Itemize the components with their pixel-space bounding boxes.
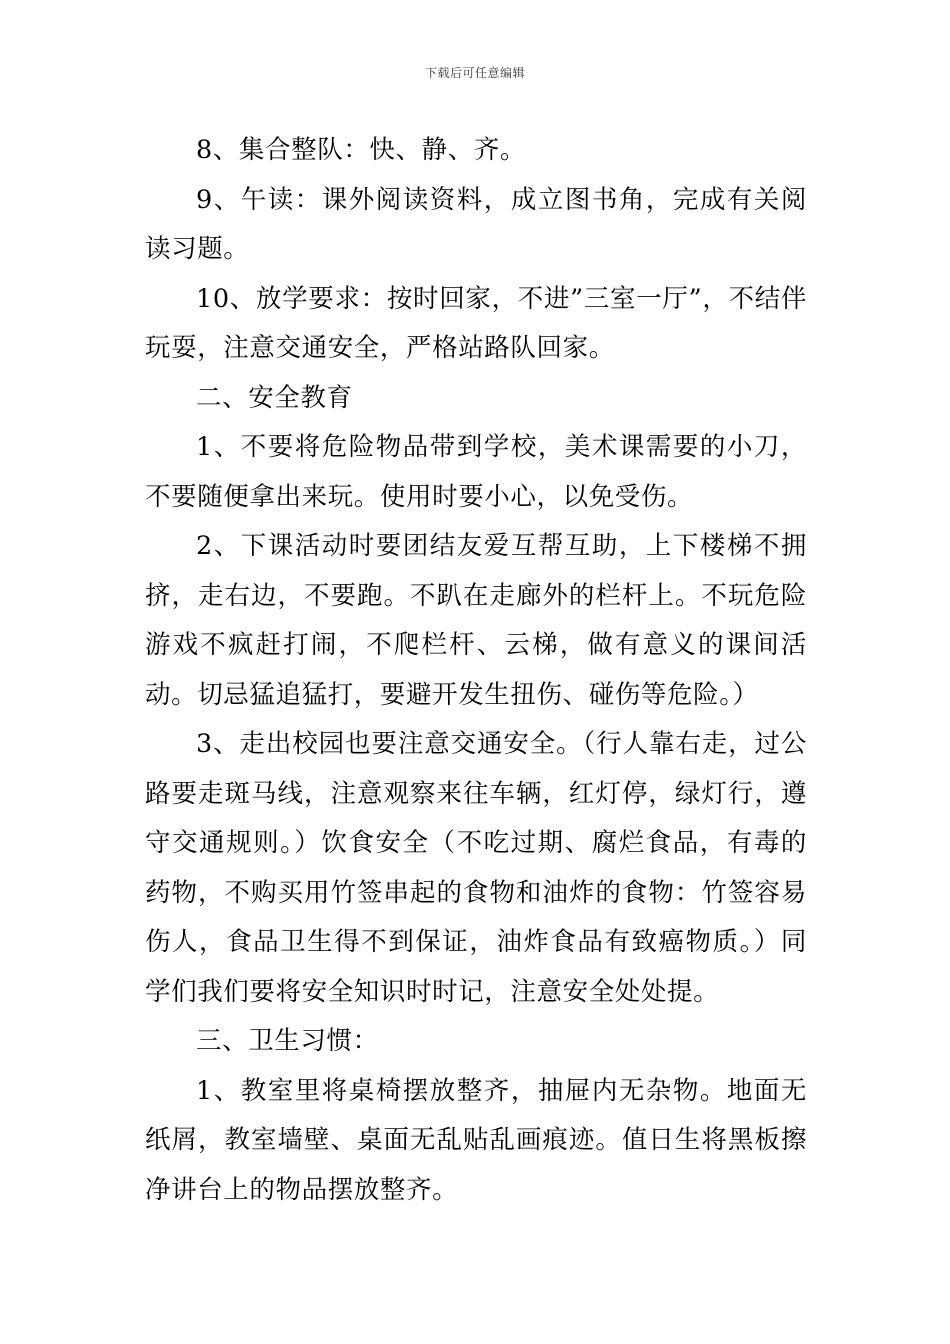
section-heading-hygiene: 三、卫生习惯： bbox=[196, 1026, 379, 1056]
paragraph-safety-1: 1、不要将危险物品带到学校，美术课需要的小刀，不要随便拿出来玩。使用时要小心，以免受伤。 bbox=[145, 432, 807, 512]
paragraph-item-8: 8、集合整队：快、静、齐。 bbox=[196, 135, 527, 165]
document-body bbox=[145, 126, 807, 1215]
paragraph-item-9: 9、午读：课外阅读资料，成立图书角，完成有关阅读习题。 bbox=[145, 184, 807, 264]
paragraph-safety-2: 2、下课活动时要团结友爱互帮互助，上下楼梯不拥挤，走右边，不要跑。不趴在走廊外的栏杆上。不玩危险游戏不疯赶打闹，不爬栏杆、云梯，做有意义的课间活动。切忌猛追猛打，要避开发生扭伤、碰伤等危险。） bbox=[145, 531, 807, 710]
page-header: 下载后可任意编辑 bbox=[424, 66, 525, 80]
paragraph-safety-3: 3、走出校园也要注意交通安全。（行人靠右走，过公路要走斑马线，注意观察来往车辆，红灯停，绿灯行，遵守交通规则。）饮食安全（不吃过期、腐烂食品，有毒的药物，不购买用竹签串起的食物和油炸的食物：竹签容易伤人，食品卫生得不到保证，油炸食品有致癌物质。）同学们我们要将安全知识时时记，注意安全处处提。 bbox=[145, 729, 807, 1007]
section-heading-safety: 二、安全教育 bbox=[196, 382, 353, 413]
paragraph-item-10: 10、放学要求：按时回家，不进”三室一厅”，不结伴玩耍，注意交通安全，严格站路队回家。 bbox=[145, 283, 807, 363]
paragraph-hygiene-1: 1、教室里将桌椅摆放整齐，抽屉内无杂物。地面无纸屑，教室墙壁、桌面无乱贴乱画痕迹。值日生将黑板擦净讲台上的物品摆放整齐。 bbox=[145, 1075, 807, 1205]
